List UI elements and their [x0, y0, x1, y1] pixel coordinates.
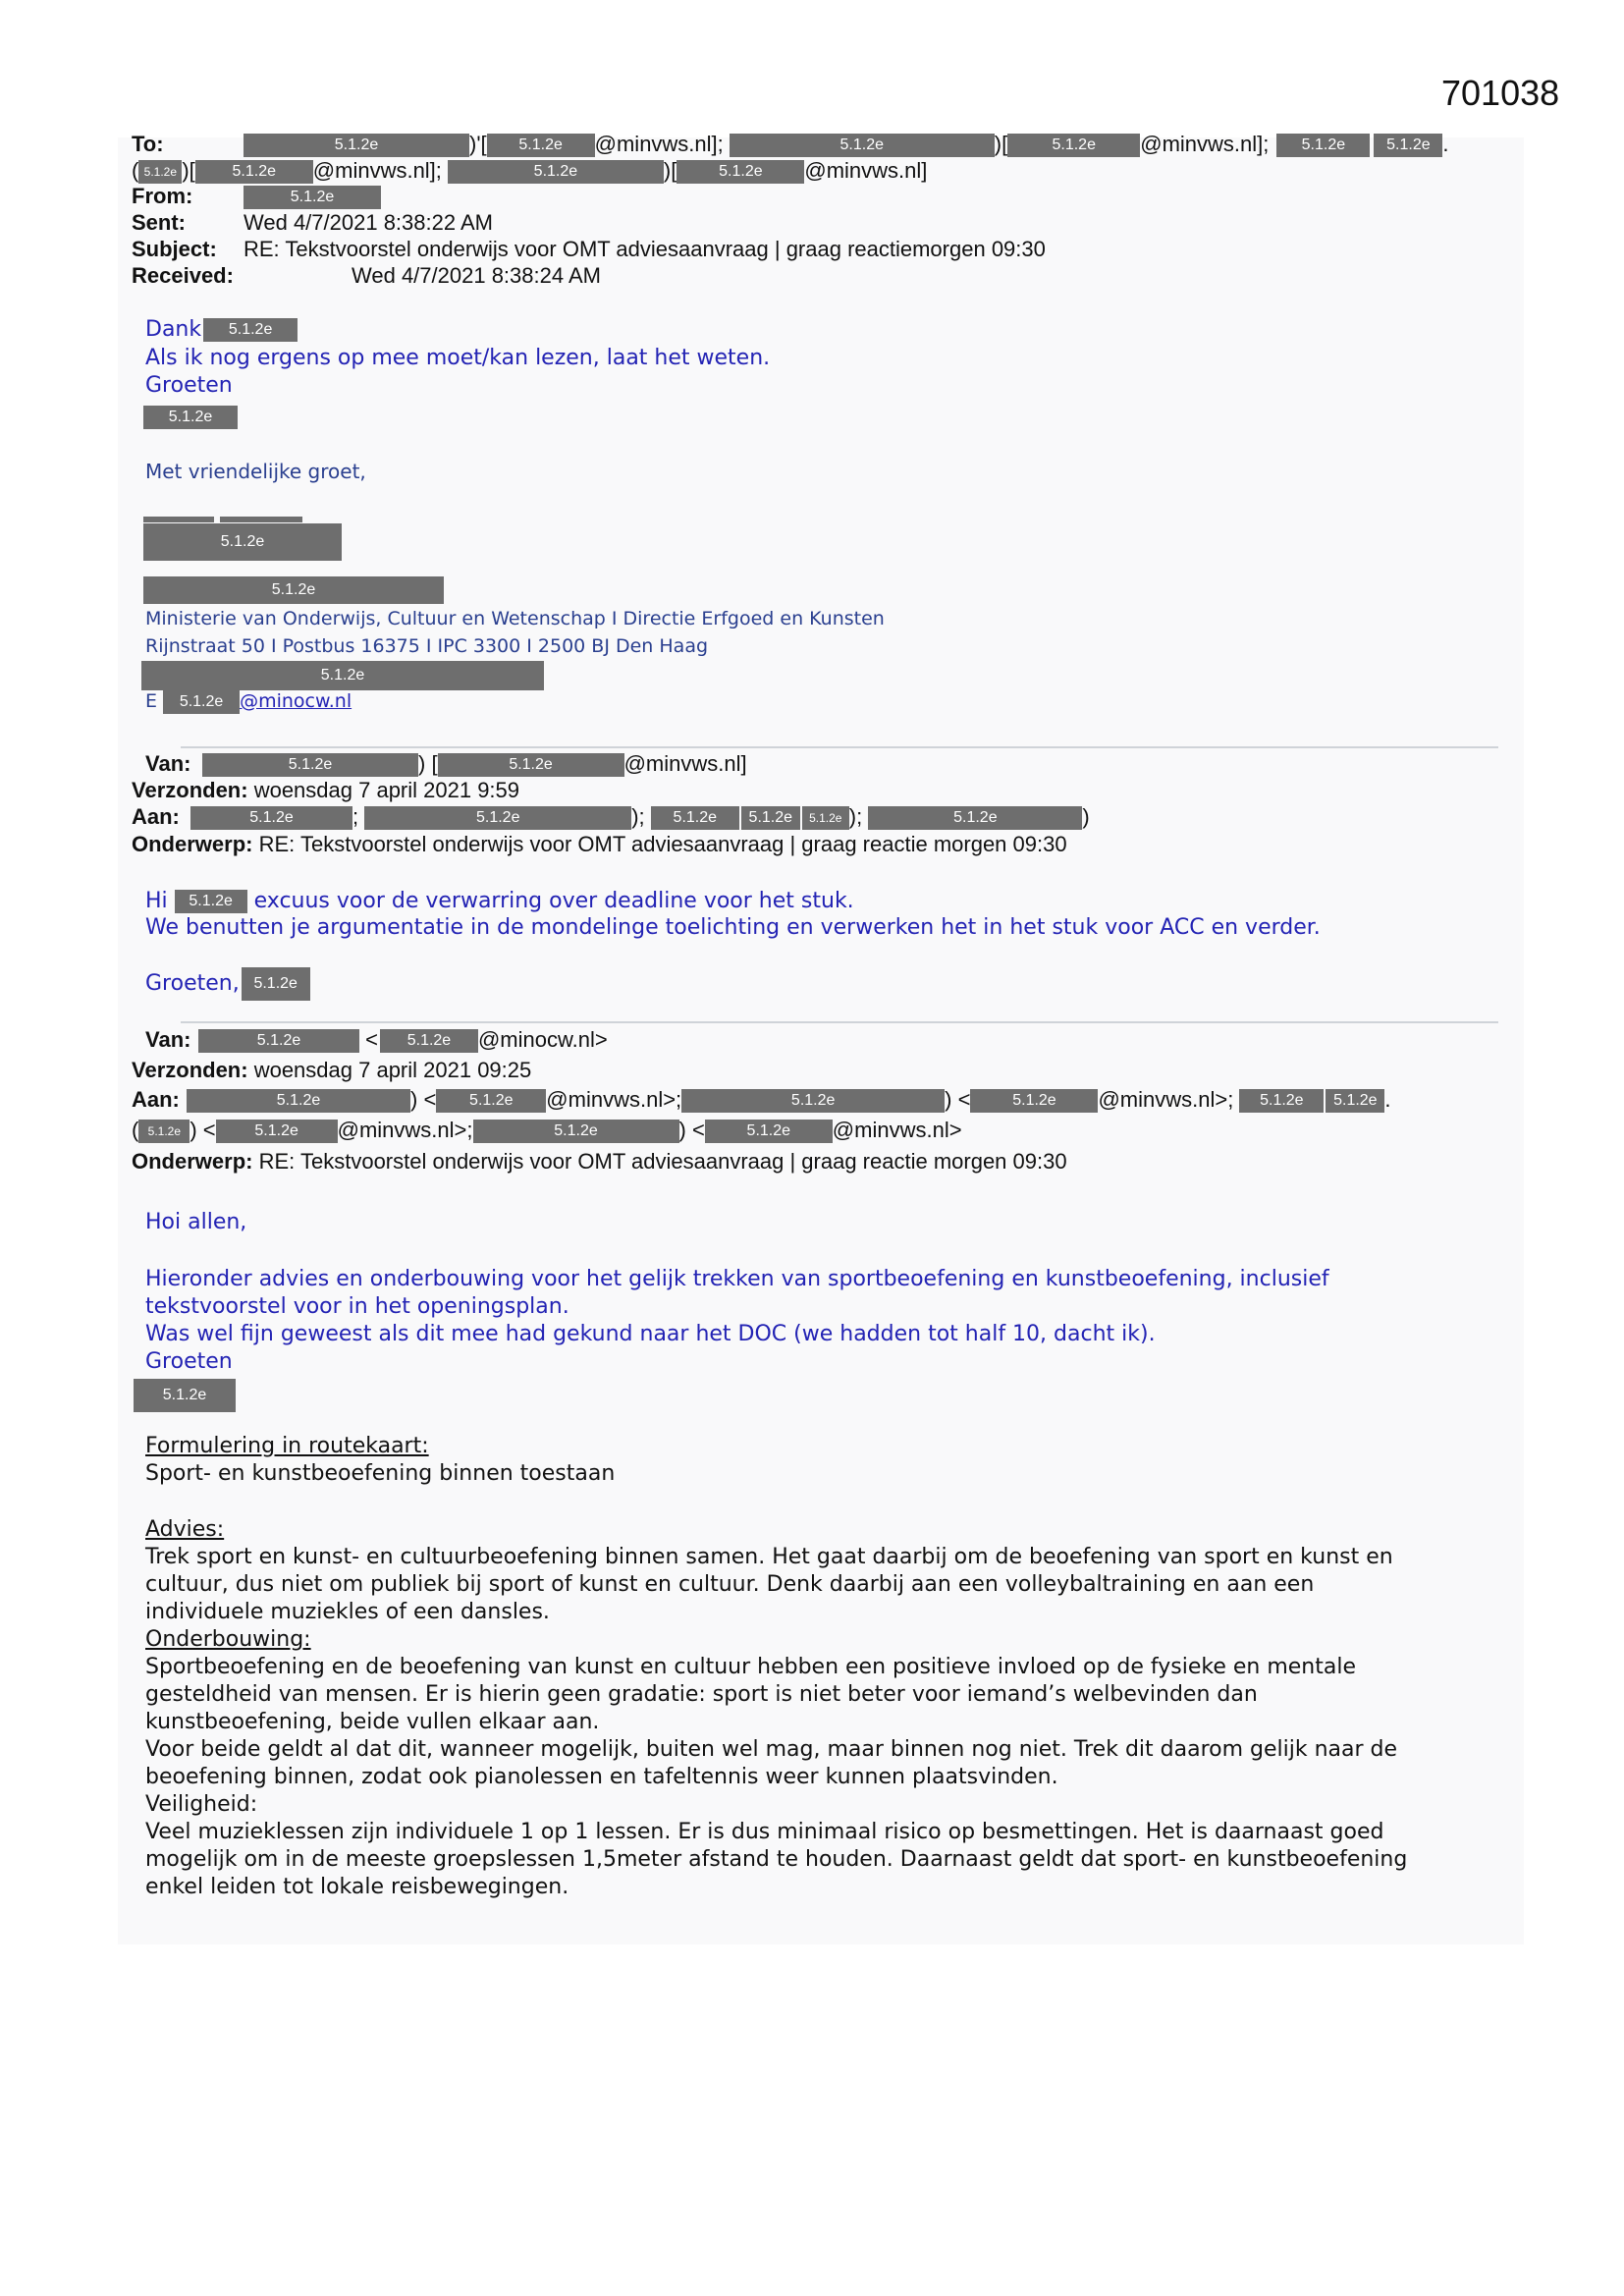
subject-value: RE: Tekstvoorstel onderwijs voor OMT adviesaanvraag | graag reactiemorgen 09:30 — [244, 237, 1046, 261]
message-groeten: Groeten — [145, 1349, 233, 1374]
sent-value: Wed 4/7/2021 8:38:22 AM — [244, 210, 493, 235]
redaction: 5.1.2e — [380, 1029, 478, 1053]
redaction: 5.1.2e — [651, 806, 739, 830]
reply1-groeten: Groeten — [145, 373, 233, 398]
redaction: 5.1.2e — [187, 1089, 410, 1113]
redaction: 5.1.2e — [802, 806, 849, 830]
sig-redaction-3 — [141, 661, 544, 690]
advies-line: Trek sport en kunst- en cultuurbeoefening binnen samen. Het gaat daarbij om de beoefening van sport en kunst en — [145, 1545, 1393, 1569]
van-domain: @minvws.nl] — [623, 751, 747, 776]
aan-domain: @minvws.nl>; — [546, 1087, 682, 1112]
message-p1: Hieronder advies en onderbouwing voor het gelijk trekken van sportbeoefening en kunstbeoefening, inclusief — [145, 1267, 1329, 1291]
aan-line-3: Aan: 5.1.2e ) < 5.1.2e @minvws.nl>; 5.1.2e ) < 5.1.2e @minvws.nl>; 5.1.2e 5.1.2e . — [132, 1087, 1391, 1112]
message-greeting: Hoi allen, — [145, 1210, 247, 1234]
reply2-groeten — [145, 967, 310, 1001]
sent-label: Sent: — [132, 210, 186, 235]
onderbouwing-line: beoefening binnen, zodat ook pianolessen en tafeltennis weer kunnen plaatsvinden. — [145, 1765, 1058, 1789]
onderbouwing-line: gesteldheid van mensen. Er is hierin geen gradatie: sport is niet beter voor iemand’s welbevinden dan — [145, 1682, 1258, 1707]
onderwerp-value: RE: Tekstvoorstel onderwijs voor OMT adviesaanvraag | graag reactie morgen 09:30 — [258, 1149, 1067, 1174]
separator — [181, 746, 1498, 748]
subject-line — [132, 237, 1046, 262]
aan-line-3b: ( 5.1.2e ) < 5.1.2e @minvws.nl>; 5.1.2e ) < 5.1.2e @minvws.nl> — [132, 1118, 962, 1142]
received-value: Wed 4/7/2021 8:38:24 AM — [352, 263, 601, 288]
redaction-bar — [220, 517, 302, 522]
hi-text: Hi — [145, 889, 168, 913]
email-prefix: E — [145, 690, 158, 712]
to-label: To: — [132, 132, 164, 156]
veiligheid-label: Veiligheid: — [145, 1792, 258, 1817]
sent-line — [132, 210, 493, 236]
redaction: 5.1.2e — [970, 1089, 1098, 1113]
formulering-label: Formulering in routekaart: — [145, 1434, 429, 1458]
redaction: 5.1.2e — [242, 967, 310, 1001]
redaction: 5.1.2e — [681, 1089, 945, 1113]
to-line: To: 5.1.2e )'[ 5.1.2e @minvws.nl]; 5.1.2e )[ 5.1.2e @minvws.nl]; 5.1.2e 5.1.2e . — [132, 132, 1449, 156]
van-domain: @minocw.nl> — [477, 1027, 608, 1052]
reply1-line1: Als ik nog ergens op mee moet/kan lezen, laat het weten. — [145, 346, 771, 370]
redaction: 5.1.2e — [202, 753, 418, 777]
redaction: 5.1.2e — [216, 1120, 338, 1143]
redaction: 5.1.2e — [244, 134, 469, 157]
veiligheid-line: Veel muzieklessen zijn individuele 1 op 1 lessen. Er is dus minimaal risico op besmettingen. Het is daarnaast goed — [145, 1820, 1384, 1844]
dank-text: Dank — [145, 317, 202, 342]
sig-redaction-2 — [143, 576, 444, 604]
redaction: 5.1.2e — [1239, 1089, 1324, 1113]
formulering-text: Sport- en kunstbeoefening binnen toestaan — [145, 1461, 616, 1486]
redaction: 5.1.2e — [364, 806, 631, 830]
reply2-line2: We benutten je argumentatie in de mondelinge toelichting en verwerken het in het stuk voor ACC en verder. — [145, 915, 1321, 940]
aan-domain: @minvws.nl>; — [1098, 1087, 1234, 1112]
message-p2: tekstvoorstel voor in het openingsplan. — [145, 1294, 569, 1319]
onderwerp-label: Onderwerp: — [132, 832, 253, 856]
to-line-2: ( 5.1.2e )[ 5.1.2e @minvws.nl]; 5.1.2e )[ 5.1.2e @minvws.nl] — [132, 158, 928, 183]
redaction: 5.1.2e — [175, 890, 247, 913]
message-signer — [134, 1379, 236, 1412]
onderbouwing-line: Voor beide geldt al dat dit, wanneer mogelijk, buiten wel mag, maar binnen nog niet. Trek dit daarom gelijk naar de — [145, 1737, 1398, 1762]
onderbouwing-line: Sportbeoefening en de beoefening van kunst en cultuur hebben een positieve invloed op de fysieke en mentale — [145, 1655, 1356, 1679]
redaction: 5.1.2e — [730, 134, 995, 157]
verzonden-label: Verzonden: — [132, 1058, 248, 1082]
aan-label: Aan: — [132, 804, 180, 829]
redaction: 5.1.2e — [438, 753, 624, 777]
redaction: 5.1.2e — [1007, 134, 1140, 157]
redaction: 5.1.2e — [190, 806, 352, 830]
redaction: 5.1.2e — [198, 1029, 359, 1053]
redaction: 5.1.2e — [143, 406, 238, 429]
to-domain: @minvws.nl]; — [1140, 132, 1270, 156]
reply2-text1: excuus voor de verwarring over deadline voor het stuk. — [253, 889, 854, 913]
redaction: 5.1.2e — [1326, 1089, 1384, 1113]
reply2-line1 — [145, 889, 854, 914]
sig-ministry: Ministerie van Onderwijs, Cultuur en Wetenschap I Directie Erfgoed en Kunsten — [145, 608, 885, 629]
aan-domain: @minvws.nl>; — [337, 1118, 473, 1142]
redaction: 5.1.2e — [1374, 134, 1442, 157]
redaction: 5.1.2e — [244, 186, 381, 209]
reply1-regards: Met vriendelijke groet, — [145, 460, 366, 483]
redaction: 5.1.2e — [741, 806, 800, 830]
redaction: 5.1.2e — [487, 134, 595, 157]
redaction: 5.1.2e — [143, 576, 444, 604]
advies-label: Advies: — [145, 1517, 225, 1542]
sig-email — [145, 688, 352, 714]
redaction: 5.1.2e — [705, 1120, 833, 1143]
redaction: 5.1.2e — [868, 806, 1082, 830]
aan-label: Aan: — [132, 1087, 180, 1112]
redaction: 5.1.2e — [134, 1379, 236, 1412]
received-label: Received: — [132, 263, 234, 288]
redaction: 5.1.2e — [143, 523, 342, 561]
from-label: From: — [132, 184, 193, 208]
separator — [181, 1021, 1498, 1023]
van-line-3: Van: 5.1.2e < 5.1.2e @minocw.nl> — [145, 1027, 608, 1052]
advies-line: cultuur, dus niet om publiek bij sport of kunst en cultuur. Denk daarbij aan een volleybaltraining en aan een — [145, 1572, 1315, 1597]
aan-line-2: Aan: 5.1.2e ; 5.1.2e ); 5.1.2e 5.1.2e 5.1.2e ); 5.1.2e ) — [132, 804, 1090, 829]
redaction: 5.1.2e — [1276, 134, 1370, 157]
onderwerp-value: RE: Tekstvoorstel onderwijs voor OMT adviesaanvraag | graag reactie morgen 09:30 — [258, 832, 1067, 856]
van-label: Van: — [145, 1027, 191, 1052]
verzonden-line-2 — [132, 778, 519, 803]
verzonden-line-3 — [132, 1058, 531, 1083]
to-domain: @minvws.nl]; — [594, 132, 724, 156]
veiligheid-line: mogelijk om in de meeste groepslessen 1,5meter afstand te houden. Daarnaast geldt dat sport- en kunstbeoefening — [145, 1847, 1408, 1872]
onderbouwing-label: Onderbouwing: — [145, 1627, 311, 1652]
redaction: 5.1.2e — [138, 1120, 189, 1143]
redaction: 5.1.2e — [677, 160, 804, 184]
veiligheid-line: enkel leiden tot lokale reisbewegingen. — [145, 1875, 569, 1899]
email-link[interactable]: @minocw.nl — [240, 690, 352, 712]
onderwerp-label: Onderwerp: — [132, 1149, 253, 1174]
advies-line: individuele muziekles of een dansles. — [145, 1600, 550, 1624]
document-number: 701038 — [1441, 73, 1560, 113]
to-domain: @minvws.nl] — [804, 158, 928, 183]
redaction: 5.1.2e — [141, 661, 544, 690]
message-p3: Was wel fijn geweest als dit mee had gekund naar het DOC (we hadden tot half 10, dacht ik). — [145, 1322, 1156, 1346]
redaction: 5.1.2e — [473, 1120, 679, 1143]
van-label: Van: — [145, 751, 191, 776]
redaction: 5.1.2e — [203, 318, 298, 342]
received-line — [132, 263, 601, 289]
redaction: 5.1.2e — [195, 160, 313, 184]
redaction: 5.1.2e — [448, 160, 664, 184]
redaction: 5.1.2e — [436, 1089, 546, 1113]
sig-address: Rijnstraat 50 I Postbus 16375 I IPC 3300 I 2500 BJ Den Haag — [145, 635, 709, 657]
verzonden-label: Verzonden: — [132, 778, 248, 802]
redaction-bar — [143, 517, 214, 522]
onderbouwing-line: kunstbeoefening, beide vullen elkaar aan. — [145, 1710, 600, 1734]
reply1-signer — [143, 404, 238, 429]
from-line — [132, 184, 381, 209]
verzonden-value: woensdag 7 april 2021 09:25 — [253, 1058, 532, 1082]
reply1-dank — [145, 317, 298, 343]
onderwerp-line-2 — [132, 832, 1067, 857]
verzonden-value: woensdag 7 april 2021 9:59 — [253, 778, 520, 802]
groeten-text: Groeten, — [145, 971, 240, 996]
sig-redaction-1 — [143, 523, 342, 561]
redaction: 5.1.2e — [163, 690, 240, 714]
onderwerp-line-3 — [132, 1149, 1067, 1175]
redaction: 5.1.2e — [138, 160, 182, 184]
aan-domain: @minvws.nl> — [832, 1118, 962, 1142]
subject-label: Subject: — [132, 237, 217, 261]
to-domain: @minvws.nl]; — [312, 158, 442, 183]
van-line-2: Van: 5.1.2e ) [ 5.1.2e @minvws.nl] — [145, 751, 747, 776]
